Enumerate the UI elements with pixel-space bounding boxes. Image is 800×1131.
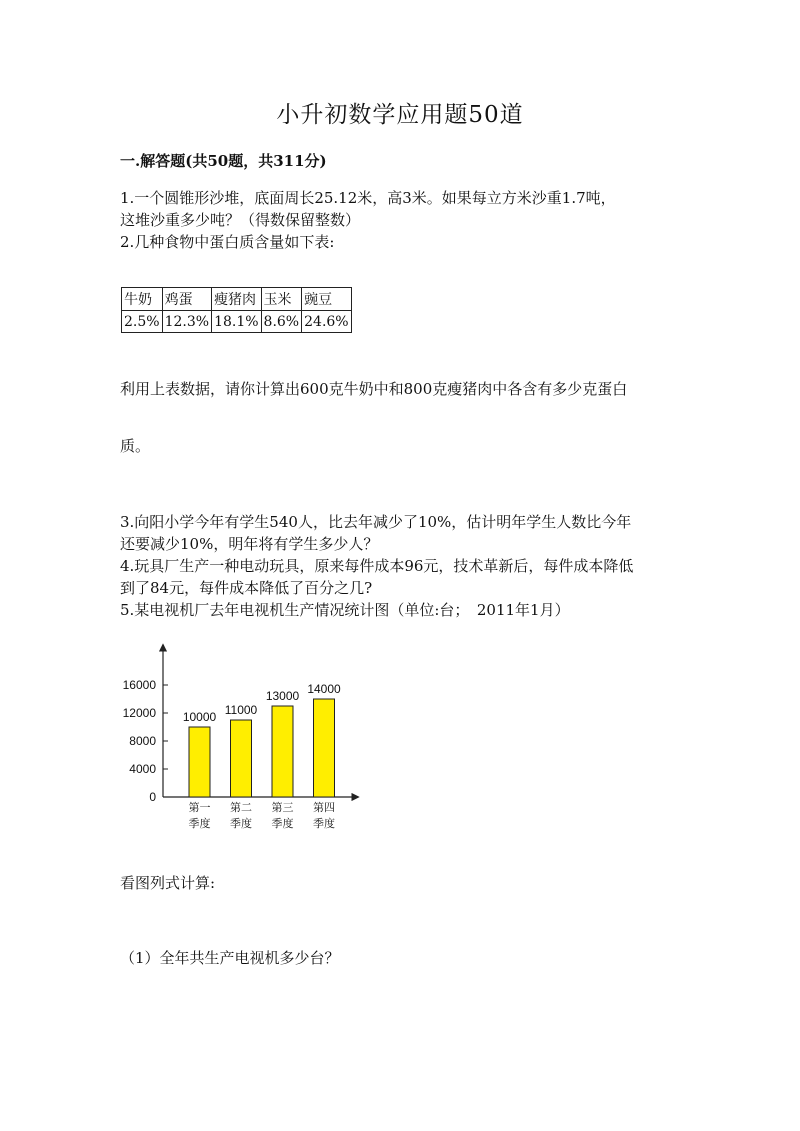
x-category-label: 季度 — [313, 817, 335, 830]
question-4-line-2: 到了84元，每件成本降低了百分之几? — [120, 579, 373, 597]
x-category-label: 第二 — [230, 801, 252, 814]
protein-table-value-row — [122, 311, 352, 333]
x-category-label: 第一 — [188, 801, 211, 814]
bar — [314, 699, 335, 797]
table-header-cell: 瘦猪肉 — [212, 288, 261, 311]
bar — [272, 706, 293, 797]
question-5-line-2: 看图列式计算: — [120, 874, 216, 892]
protein-table-header-row — [122, 288, 352, 311]
section-heading: 一.解答题(共50题，共311分) — [120, 152, 327, 170]
question-3-line-2: 还要减少10%，明年将有学生多少人？ — [120, 535, 379, 553]
protein-table — [121, 287, 352, 333]
bar-value-label: 13000 — [265, 689, 300, 703]
x-category-label: 季度 — [188, 817, 211, 830]
table-value-cell: 12.3% — [162, 311, 211, 333]
y-tick-label: 12000 — [122, 706, 156, 720]
bar-value-label: 11000 — [224, 703, 258, 717]
table-header-cell: 豌豆 — [302, 288, 351, 311]
question-1-line-1: 1.一个圆锥形沙堆，底面周长25.12米，高3米。如果每立方米沙重1.7吨， — [120, 189, 616, 207]
bar-value-label: 10000 — [182, 710, 217, 724]
question-5-line-3: （1）全年共生产电视机多少台？ — [120, 949, 340, 967]
table-header-cell: 牛奶 — [122, 288, 163, 311]
table-header-cell: 鸡蛋 — [162, 288, 211, 311]
y-tick-label: 16000 — [122, 678, 156, 692]
question-5-line-1: 5.某电视机厂去年电视机生产情况统计图（单位:台； 2011年1月） — [120, 601, 570, 619]
table-header-cell: 玉米 — [261, 288, 302, 311]
x-category-label: 季度 — [271, 817, 294, 830]
question-2-line-1: 2.几种食物中蛋白质含量如下表: — [120, 233, 335, 251]
x-category-label: 季度 — [230, 817, 252, 830]
y-tick-label: 0 — [149, 790, 156, 804]
table-value-cell: 18.1% — [212, 311, 261, 333]
bar — [231, 720, 252, 797]
bar-value-label: 14000 — [307, 682, 341, 696]
question-1-line-2: 这堆沙重多少吨？（得数保留整数） — [120, 211, 361, 229]
table-value-cell: 2.5% — [122, 311, 163, 333]
x-category-label: 第三 — [271, 801, 294, 814]
tv-production-chart — [110, 640, 370, 840]
x-category-label: 第四 — [313, 801, 335, 814]
page-title: 小升初数学应用题50道 — [276, 102, 524, 128]
table-value-cell: 24.6% — [302, 311, 351, 333]
y-tick-label: 4000 — [129, 762, 156, 776]
bar — [189, 727, 210, 797]
question-2-line-2: 利用上表数据，请你计算出600克牛奶中和800克瘦猪肉中各含有多少克蛋白 — [120, 380, 628, 398]
question-2-line-3: 质。 — [120, 437, 151, 455]
question-3-line-1: 3.向阳小学今年有学生540人，比去年减少了10%，估计明年学生人数比今年 — [120, 513, 632, 531]
y-tick-label: 8000 — [129, 734, 156, 748]
table-value-cell: 8.6% — [261, 311, 302, 333]
question-4-line-1: 4.玩具厂生产一种电动玩具，原来每件成本96元，技术革新后，每件成本降低 — [120, 557, 634, 575]
